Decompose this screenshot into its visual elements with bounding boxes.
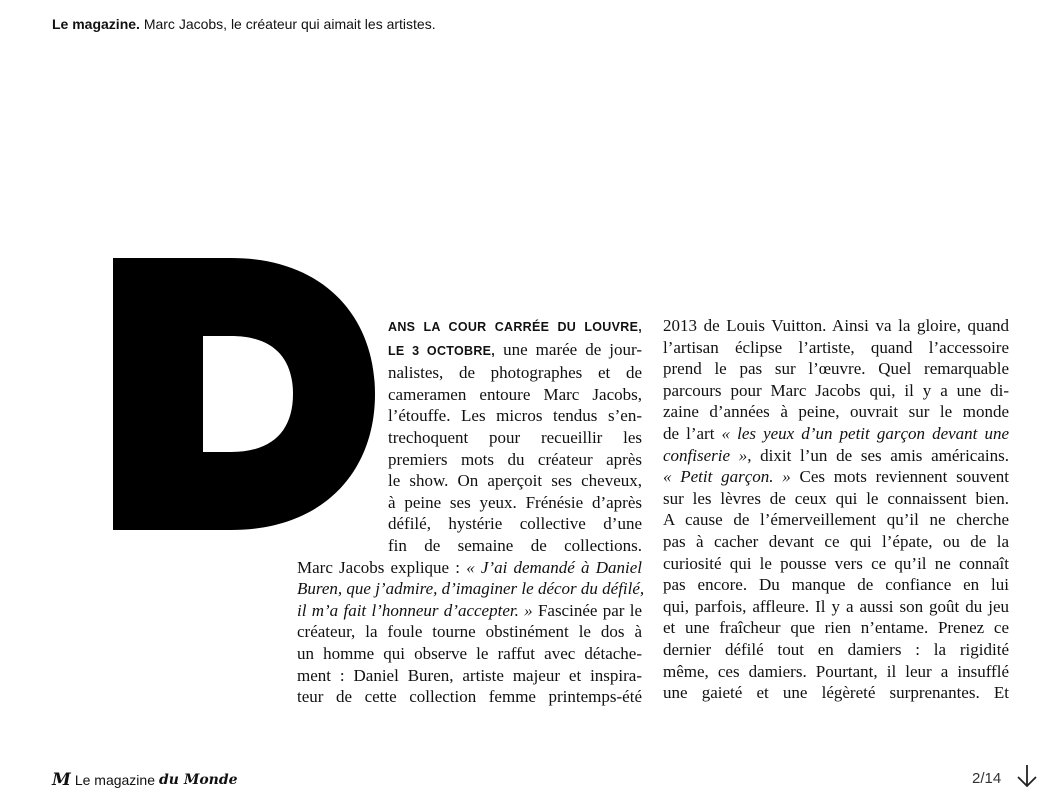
lead-line-1: ANS LA COUR CARRÉE DU LOUVRE,	[388, 320, 642, 334]
arrow-down-icon[interactable]	[1016, 764, 1038, 788]
text-line: prend le pas sur l’œuvre. Quel remarquable	[663, 359, 1009, 379]
text-line: même, ces damiers. Pourtant, il leur a insufflé	[663, 661, 1009, 681]
brand-mark: M	[52, 770, 71, 790]
page-indicator: 2/14	[972, 770, 1002, 787]
lead-line-2: LE 3 OCTOBRE, une marée de jour-	[388, 339, 642, 359]
brand-name: Le magazine	[74, 772, 155, 788]
article-title: Marc Jacobs, le créateur qui aimait les artistes.	[143, 16, 436, 32]
text-line: confiserie », dixit l’un de ses amis américains.	[663, 445, 1009, 465]
text-line: parcours pour Marc Jacobs qui, il y a une di-	[663, 380, 1009, 400]
text-line: pas encore. Du manque de confiance en lui	[663, 575, 1009, 595]
text-line: 2013 de Louis Vuitton. Ainsi va la gloire, quand	[663, 316, 1009, 335]
text-line: à peine ses yeux. Frénésie d’après	[388, 492, 642, 512]
section-label: Le magazine.	[52, 16, 140, 32]
text-line: l’étouffe. Les micros tendus s’en-	[388, 406, 642, 426]
text-line: cameramen entoure Marc Jacobs,	[388, 384, 642, 404]
text-line: curiosité qui le pousse vers ce qu’il ne connaît	[663, 553, 1009, 573]
text-line: Marc Jacobs explique : « J’ai demandé à Daniel	[297, 557, 642, 577]
text-line: trechoquent pour recueillir les	[388, 427, 642, 447]
text-line: « Petit garçon. » Ces mots reviennent souvent	[663, 467, 1009, 487]
text-line: teur de cette collection femme printemps-été	[297, 687, 642, 707]
text-line: fin de semaine de collections.	[388, 535, 642, 555]
text-line: de l’art « les yeux d’un petit garçon devant une	[663, 423, 1010, 443]
article-column-2	[663, 315, 1009, 704]
page-header	[52, 16, 436, 32]
text-line: défilé, hystérie collective d’une	[388, 514, 642, 534]
text-line: l’artisan éclipse l’artiste, quand l’accessoire	[663, 337, 1009, 357]
text-line: Buren, que j’admire, d’imaginer le décor du défilé,	[297, 579, 645, 599]
article-column-1	[297, 315, 645, 708]
text-line: qui, parfois, affleure. Il y a aussi son goût du jeu	[663, 596, 1009, 616]
text-line: zaine d’années à peine, ouvrait sur le monde	[663, 402, 1009, 422]
text-line: une gaieté et une légèreté surprenantes. Et	[663, 683, 1009, 703]
text-line: pas à cacher devant ce qui l’épate, ou de la	[663, 531, 1009, 551]
text-line: sur les lèvres de ceux qui le connaissent bien.	[663, 488, 1009, 508]
footer-brand-logo	[52, 770, 238, 790]
text-line: ment : Daniel Buren, artiste majeur et inspira-	[297, 665, 642, 685]
text-line: nalistes, de photographes et de	[388, 363, 642, 383]
text-line: A cause de l’émerveillement qu’il ne cherche	[663, 510, 1009, 530]
text-line: le show. On aperçoit ses cheveux,	[388, 471, 642, 491]
text-line: et une fraîcheur que rien n’entame. Prenez ce	[663, 618, 1009, 638]
text-line: créateur, la foule tourne obstinément le dos à	[297, 622, 642, 642]
text-line: dernier défilé tout en damiers : la rigidité	[663, 639, 1009, 659]
text-line: il m’a fait l’honneur d’accepter. » Fascinée par le	[297, 600, 642, 620]
text-line: premiers mots du créateur après	[388, 449, 642, 469]
brand-monde: du Monde	[159, 772, 238, 788]
text-line: un homme qui observe le raffut avec détache-	[297, 643, 642, 663]
